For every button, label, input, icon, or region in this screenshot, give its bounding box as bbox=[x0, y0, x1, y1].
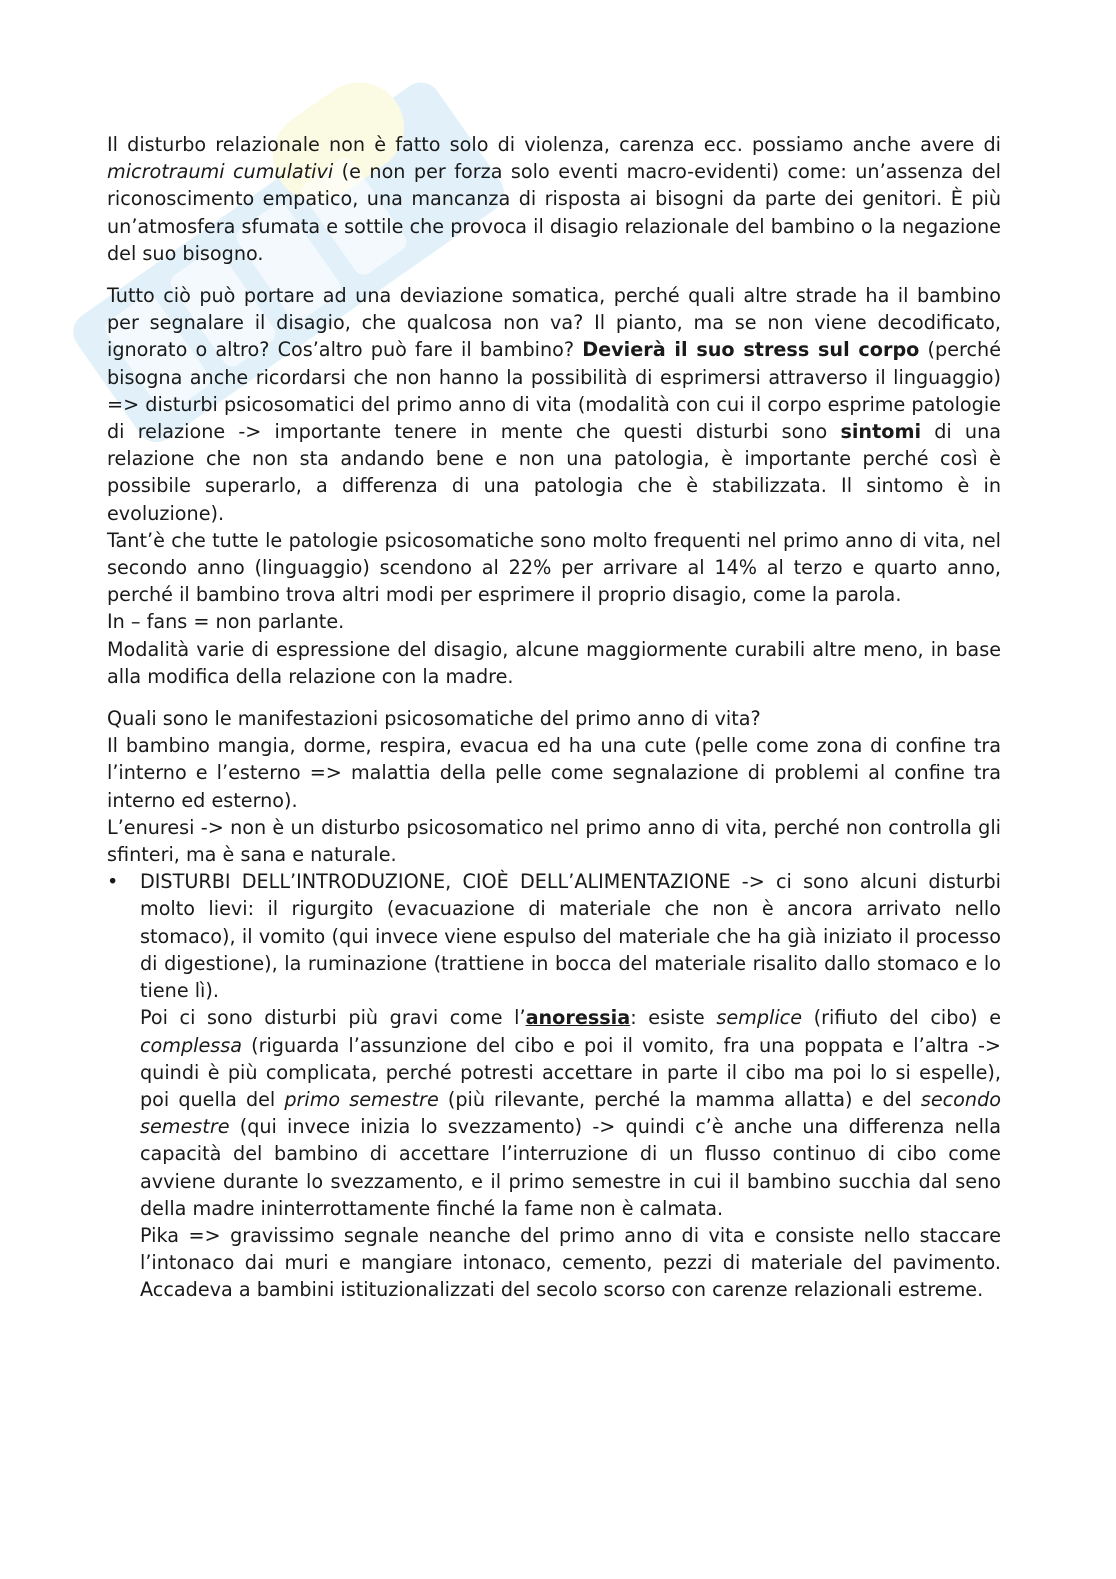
paragraph-5: Modalità varie di espressione del disagio, alcune maggiormente curabili altre meno, in base alla modifica della relazione con la madre. bbox=[107, 637, 1001, 688]
paragraph-7: Il bambino mangia, dorme, respira, evacua ed ha una cute (pelle come zona di confine tra l’interno e l’esterno => malattia della pelle come segnalazione di problemi al confine tra interno ed esterno). bbox=[107, 734, 1001, 812]
bullet-paragraph-3: Pika => gravissimo segnale neanche del primo anno di vita e consiste nello staccare l’intonaco dai muri e mangiare intonaco, cemento, pezzi di materiale del pavimento. Accadeva a bambini istituzionalizzati del secolo scorso con carenze relazionali estreme. bbox=[140, 1223, 1001, 1302]
paragraph-6: Quali sono le manifestazioni psicosomatiche del primo anno di vita? bbox=[107, 707, 761, 731]
bullet-paragraph-2: Poi ci sono disturbi più gravi come l’anoressia: esiste semplice (rifiuto del cibo) e complessa (riguarda l’assunzione del cibo e poi il vomito, fra una poppata e l’altra -> quindi è più complicata, perché potresti accettare in parte il cibo ma poi lo si espelle), poi quella del primo semestre (più rilevante, perché la mamma allatta) e del secondo semestre (qui invece inizia lo svezzamento) -> quindi c’è anche una differenza nella capacità del bambino di accettare l’interruzione di un flusso continuo di cibo come avviene durante lo svezzamento, e il primo semestre in cui il bambino succhia dal seno della madre ininterrottamente finché la fame non è calmata. bbox=[140, 1006, 1001, 1220]
bold-sintomi: sintomi bbox=[840, 420, 922, 444]
bullet-item bbox=[107, 868, 1001, 1303]
paragraph-8: L’enuresi -> non è un disturbo psicosomatico nel primo anno di vita, perché non controlla gli sfinteri, ma è sana e naturale. bbox=[107, 815, 1001, 867]
document-body bbox=[107, 131, 1001, 1304]
paragraph-2: Tutto ciò può portare ad una deviazione somatica, perché quali altre strade ha il bambino per segnalare il disagio, che qualcosa non va? Il pianto, ma se non viene decodificato, ignorato o altro? Cos’altro può fare il bambino? Devierà il suo stress sul corpo (perché bisogna anche ricordarsi che non hanno la possibilità di esprimersi attraverso il linguaggio) => disturbi psicosomatici del primo anno di vita (modalità con cui il corpo esprime patologie di relazione -> importante tenere in mente che questi disturbi sono sintomi di una relazione che non sta andando bene e non una patologia, è importante perché così è possibile superarlo, a differenza di una patologia che è stabilizzata. Il sintomo è in evoluzione). bbox=[107, 284, 1001, 525]
bullet-dot: • bbox=[107, 870, 119, 894]
bullet-paragraph-1: DISTURBI DELL’INTRODUZIONE, CIOÈ DELL’ALIMENTAZIONE -> ci sono alcuni disturbi molto lievi: il rigurgito (evacuazione di materiale che non è ancora arrivato nello stomaco), il vomito (qui invece viene espulso del materiale che ha già iniziato il processo di digestione), la ruminazione (trattiene in bocca del materiale risalito dallo stomaco e lo tiene lì). bbox=[140, 870, 1001, 1003]
paragraph-4: In – fans = non parlante. bbox=[107, 610, 345, 634]
emphasis-microtraumi: microtraumi cumulativi bbox=[107, 160, 334, 184]
bold-deviera: Devierà il suo stress sul corpo bbox=[582, 338, 920, 362]
bold-underline-anoressia: anoressia bbox=[525, 1006, 631, 1030]
paragraph-1: Il disturbo relazionale non è fatto solo di violenza, carenza ecc. possiamo anche avere di microtraumi cumulativi (e non per forza solo eventi macro-evidenti) come: un’assenza del riconoscimento empatico, una mancanza di risposta ai bisogni da parte dei genitori. È più un’atmosfera sfumata e sottile che provoca il disagio relazionale del bambino o la negazione del suo bisogno. bbox=[107, 133, 1001, 265]
paragraph-3: Tant’è che tutte le patologie psicosomatiche sono molto frequenti nel primo anno di vita, nel secondo anno (linguaggio) scendono al 22% per arrivare al 14% al terzo e quarto anno, perché il bambino trova altri modi per esprimere il proprio disagio, come la parola. bbox=[107, 528, 1001, 607]
